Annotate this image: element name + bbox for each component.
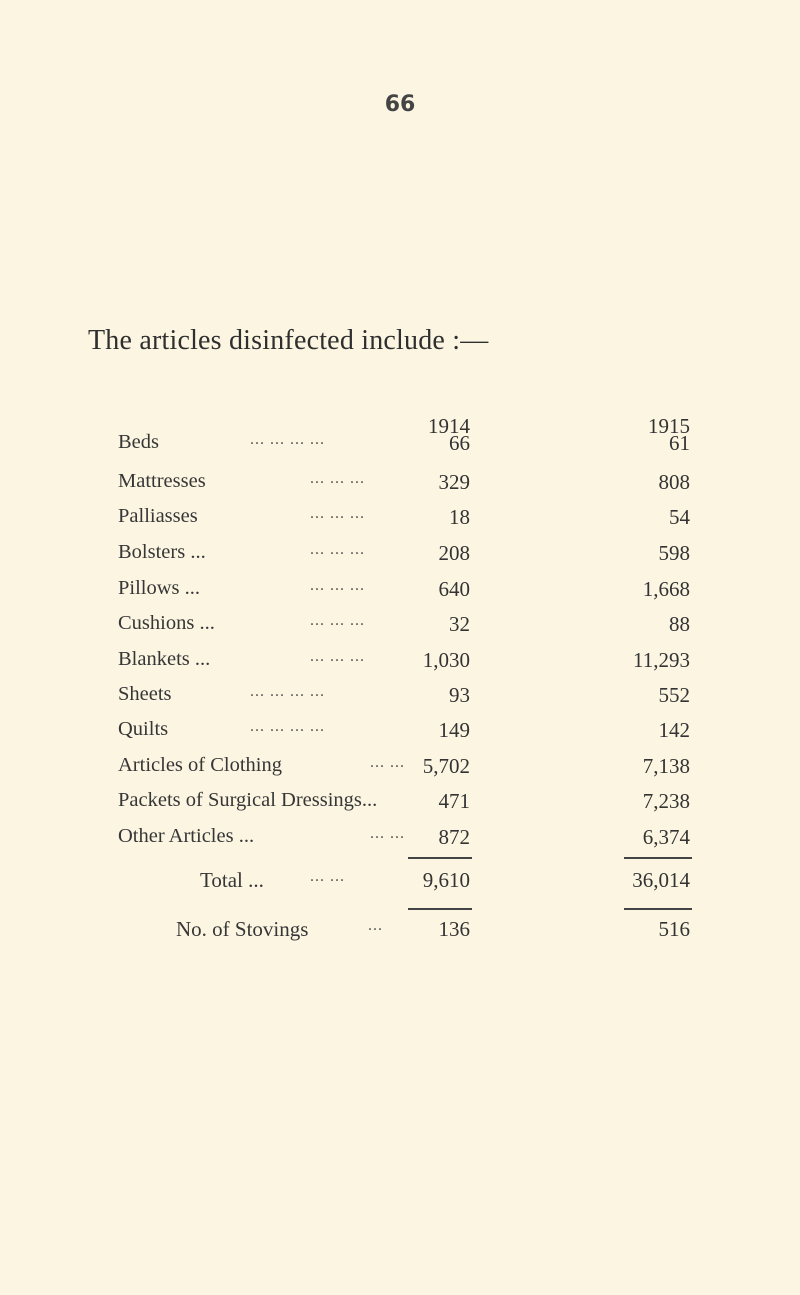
total-1915: 36,014 [632,868,690,892]
table-row [0,683,800,713]
leader-dots: ... ... ... [310,505,365,522]
leader-dots: ... ... ... [310,612,365,629]
page-number: 66 [384,92,416,117]
value-1914: 149 [438,718,470,742]
value-1915: 88 [669,612,690,636]
value-1914: 640 [438,577,470,601]
total-1914: 9,610 [422,868,470,892]
leader-dots: ... ... ... [310,648,365,665]
stovings-1915: 516 [658,917,690,941]
row-label: Articles of Clothing [118,754,282,776]
row-label: Other Articles ... [118,825,255,847]
value-1915: 808 [658,470,690,494]
row-label: Palliasses [118,505,198,527]
value-1915: 6,374 [642,825,690,849]
row-label: Cushions ... [118,612,215,634]
leader-dots: ... ... ... [310,470,365,487]
stovings-label: No. of Stovings [176,917,309,941]
value-1914: 329 [438,470,470,494]
value-1915: 1,668 [642,577,690,601]
table-heading: The articles disinfected include :— [88,325,489,356]
value-1915: 61 [669,431,690,455]
value-1914: 471 [438,789,470,813]
table-row [0,825,800,855]
stovings-1914: 136 [438,917,470,941]
row-label: Mattresses [118,470,206,492]
table-row [0,470,800,500]
leader-dots: ... ... ... [310,577,365,594]
value-1914: 5,702 [422,754,470,778]
table-row [0,505,800,535]
table-row [0,431,800,461]
total-row [0,868,800,898]
stovings-row [0,917,800,947]
value-1914: 208 [438,541,470,565]
value-1915: 54 [669,505,690,529]
total-rule-1915 [624,857,692,859]
table-row [0,541,800,571]
value-1914: 93 [449,683,470,707]
value-1914: 18 [449,505,470,529]
table-row [0,754,800,784]
value-1915: 7,138 [642,754,690,778]
value-1914: 872 [438,825,470,849]
value-1915: 552 [658,683,690,707]
value-1915: 7,238 [642,789,690,813]
value-1915: 598 [658,541,690,565]
value-1914: 32 [449,612,470,636]
total-label: Total ... [200,868,264,892]
row-label: Bolsters ... [118,541,206,563]
table-row [0,612,800,642]
leader-dots: ... ... [310,868,345,885]
row-label: Pillows ... [118,577,201,599]
table-row [0,648,800,678]
row-label: Blankets ... [118,648,211,670]
row-label: Sheets [118,683,172,705]
value-1915: 142 [658,718,690,742]
column-header-1915: 1915 [648,414,690,438]
leader-dots: ... ... [370,754,405,771]
total-rule-1914 [408,857,472,859]
total-bottom-rule-1915 [624,908,692,910]
table-row [0,718,800,748]
leader-dots: ... ... ... [310,541,365,558]
value-1914: 1,030 [422,648,470,672]
row-label: Packets of Surgical Dressings... [118,789,378,811]
table-row [0,577,800,607]
value-1915: 11,293 [633,648,690,672]
value-1914: 66 [449,431,470,455]
leader-dots: ... [368,917,383,934]
column-header-1914: 1914 [428,414,470,438]
leader-dots: ... ... ... ... [250,431,325,448]
table-row [0,789,800,819]
row-label: Beds [118,431,159,453]
total-bottom-rule-1914 [408,908,472,910]
leader-dots: ... ... ... ... [250,718,325,735]
leader-dots: ... ... [370,825,405,842]
row-label: Quilts [118,718,169,740]
leader-dots: ... ... ... ... [250,683,325,700]
